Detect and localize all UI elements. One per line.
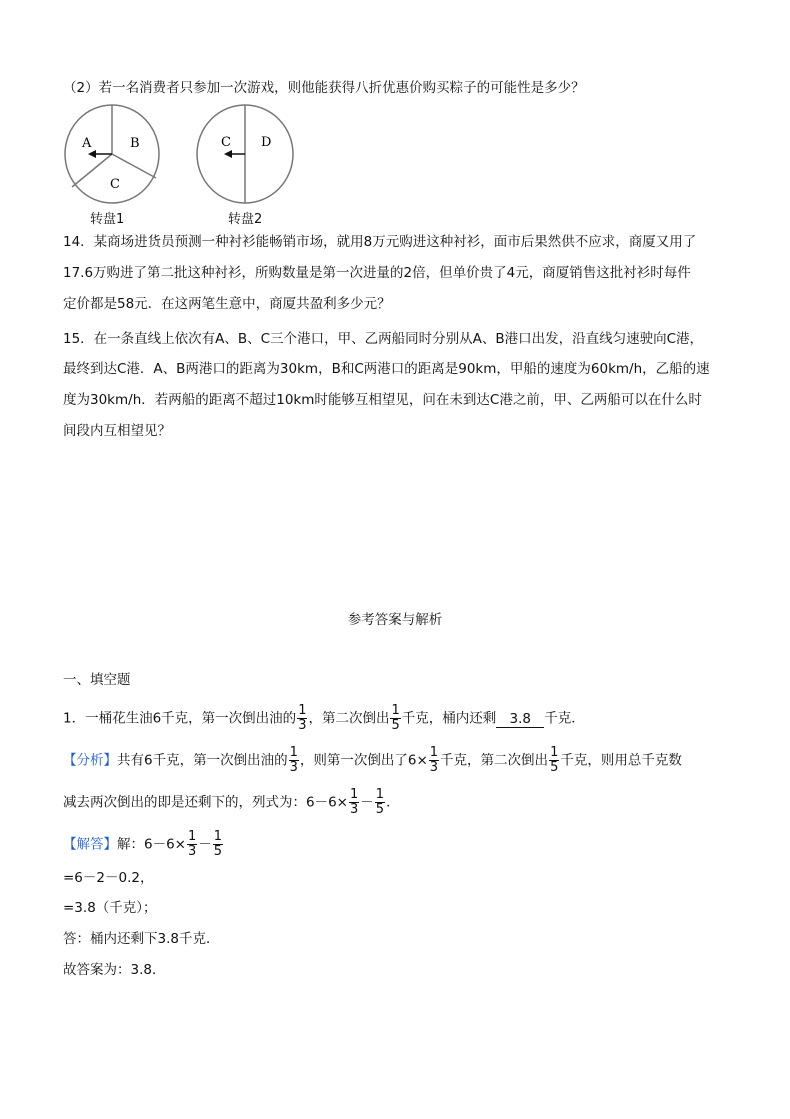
spinner-2 [197,105,293,203]
solution-step: =6－2－0.2， [63,870,154,886]
sector-label: B [130,136,140,151]
solution-step: =3.8（千克）； [63,900,157,916]
text: 千克，桶内还剩 [401,710,497,727]
spinner-diagram [64,103,304,208]
sector-label: C [110,177,120,192]
sector-label: D [261,135,272,150]
text: 1．一桶花生油6千克，第一次倒出油的 [63,710,297,727]
fraction: $\frac{1}{3}$ [298,703,307,733]
solution-tag: 【解答】 [63,836,117,853]
question-14-line: 17.6万购进了第二批这种衬衫，所购数量是第一次进量的2倍，但单价贵了4元，商厦销售这批衬衫时每件 [63,265,691,281]
solution-answer: 答：桶内还剩下3.8千克． [63,931,220,947]
text: ，第二次倒出 [308,710,390,727]
question-14-line: 定价都是58元．在这两笔生意中，商厦共盈利多少元？ [63,296,391,312]
analysis-line-2: 减去两次倒出的即是还剩下的，列式为：6－6× $\frac{1}{3}$ － $\frac{1}{5}$ ． [63,787,400,817]
answers-title: 参考答案与解析 [347,612,443,628]
final-answer: 故答案为：3.8． [63,962,166,978]
spinner-1 [65,105,159,203]
question-2: （2）若一名消费者只参加一次游戏，则他能获得八折优惠价购买粽子的可能性是多少？ [63,80,585,96]
analysis-tag: 【分析】 [63,752,117,769]
spinner-2-caption: 转盘2 [228,212,263,227]
answer-blank: 3.8 [496,711,544,728]
sector-label: C [221,135,231,150]
fraction: $\frac{1}{5}$ [391,703,400,733]
text: 千克． [544,710,585,727]
question-15-line: 最终到达C港．A、B两港口的距离为30km，B和C两港口的距离是90km，甲船的速度为60km/h，乙船的速 [63,361,710,377]
solution-line: 【解答】解：6－6× $\frac{1}{3}$ － $\frac{1}{5}$ [63,829,223,859]
answer-1-question [63,704,585,733]
sector-label: A [82,136,92,151]
section-heading: 一、填空题 [63,672,131,688]
spinner-1-caption: 转盘1 [90,212,125,227]
question-15-line: 间段内互相望见？ [63,423,171,439]
question-14-line: 14．某商场进货员预测一种衬衫能畅销市场，就用8万元购进这种衬衫，面市后果然供不应求，商厦又用了 [63,234,697,250]
question-15-line: 度为30km/h．若两船的距离不超过10km时能够互相望见，问在未到达C港之前，甲、乙两船可以在什么时 [63,392,702,408]
question-15-line: 15．在一条直线上依次有A、B、C三个港口，甲、乙两船同时分别从A、B港口出发，沿直线匀速驶向C港， [63,331,704,347]
analysis-line: 【分析】共有6千克，第一次倒出油的 $\frac{1}{3}$ ，则第一次倒出了6× $\frac{1}{3}$ 千克，第二次倒出 $\frac{1}{5}$ 千克，则用总千克数 [63,745,682,775]
